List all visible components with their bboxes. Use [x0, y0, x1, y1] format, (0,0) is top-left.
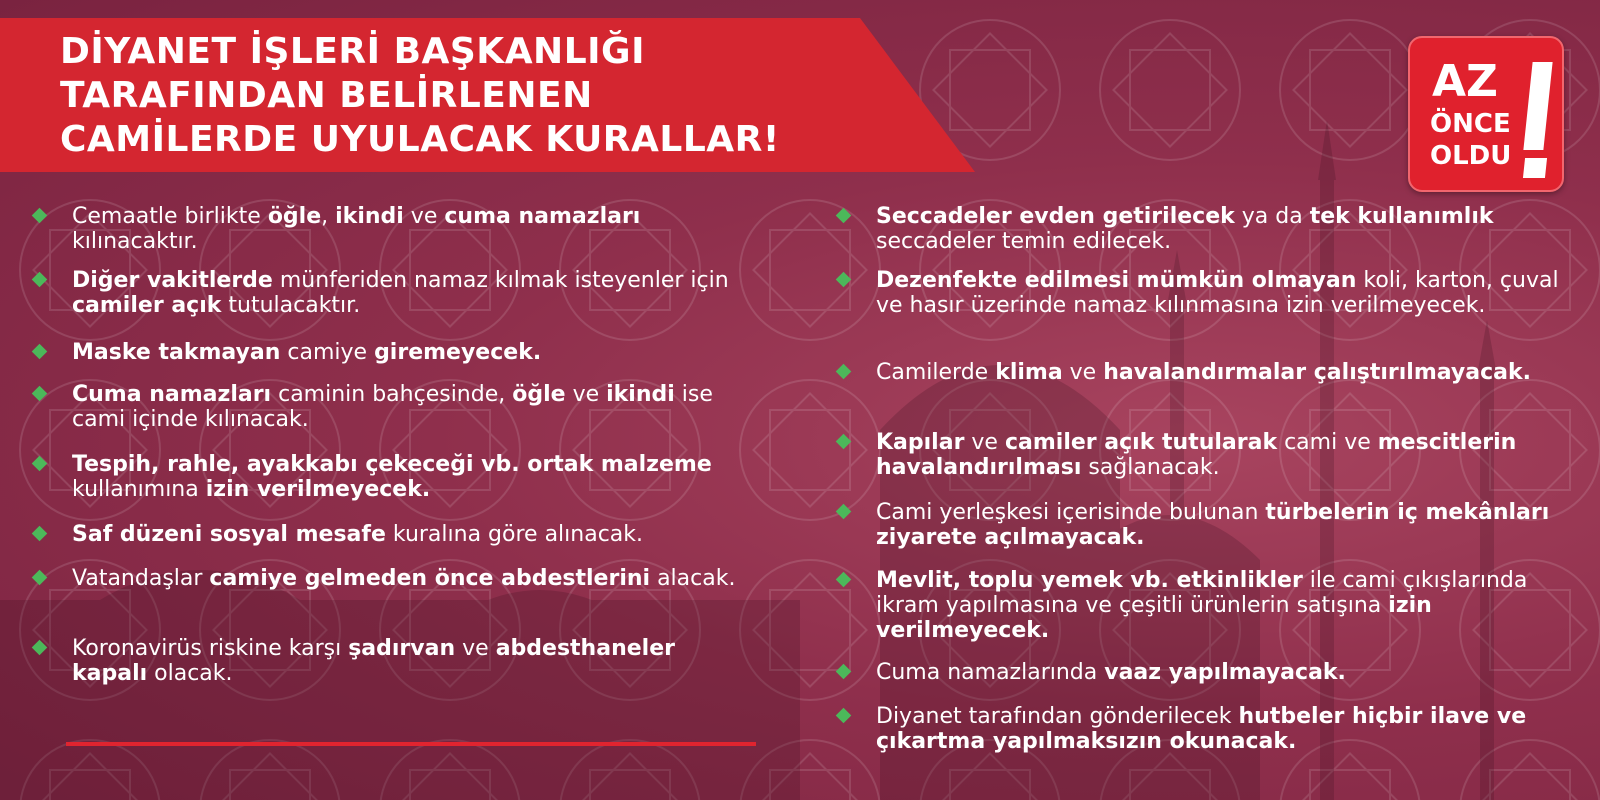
rule-text-bold: Diğer vakitlerde [72, 268, 273, 293]
exclamation-mark-icon [1523, 62, 1552, 150]
rule-text-bold: izin verilmeyecek. [876, 593, 1432, 643]
rule-text-bold: camiler açık tutularak [1004, 430, 1278, 455]
rule-text-normal: koli, karton, çuval ve hasır üzerinde namaz kılınmasına izin verilmeyecek. [876, 268, 1559, 318]
rule-text-bold: Seccadeler evden getirilecek [876, 204, 1235, 229]
rule-text-normal: ve [455, 636, 496, 661]
rule-text-normal: ve [964, 430, 1005, 455]
rule-item [34, 452, 754, 502]
rule-text-normal: alacak. [650, 566, 736, 591]
green-diamond-bullet-icon [836, 504, 852, 520]
rule-text-bold: Kapılar [876, 430, 965, 455]
rule-item [34, 268, 754, 318]
rule-item [34, 382, 754, 432]
rule-text-normal: ve [565, 382, 607, 407]
green-diamond-bullet-icon [32, 344, 48, 360]
green-diamond-bullet-icon [836, 272, 852, 288]
rule-text-bold: ikindi [335, 204, 404, 229]
rule-text-bold: giremeyecek. [374, 340, 542, 365]
rule-text-normal: Diyanet tarafından gönderilecek [876, 704, 1239, 729]
rule-text [876, 568, 1578, 643]
green-diamond-bullet-icon [32, 570, 48, 586]
rule-text-normal: caminin bahçesinde, [271, 382, 513, 407]
rule-text-bold: öğle [267, 204, 322, 229]
rule-text-bold: Cuma namazları [72, 382, 272, 407]
logo-line-3: OLDU [1430, 141, 1512, 171]
rule-text-bold: hutbeler hiçbir ilave ve çıkartma yapılmaksızın okunacak. [876, 704, 1527, 754]
rule-text [72, 382, 754, 432]
green-diamond-bullet-icon [32, 456, 48, 472]
rule-text [72, 340, 754, 365]
rule-text-bold: Mevlit, toplu yemek vb. etkinlikler [876, 568, 1303, 593]
rule-text [72, 268, 754, 318]
rule-text [876, 500, 1578, 550]
rule-text-normal: ya da [1234, 204, 1310, 229]
rule-text-bold: Saf düzeni sosyal mesafe [72, 522, 386, 547]
rule-text-normal: sağlanacak. [1081, 455, 1220, 480]
rule-text-normal: münferiden namaz kılmak isteyenler için [272, 268, 729, 293]
rule-text [876, 268, 1578, 318]
rule-text-bold: havalandırmalar çalıştırılmayacak. [1103, 360, 1531, 385]
green-diamond-bullet-icon [32, 386, 48, 402]
green-diamond-bullet-icon [836, 208, 852, 224]
rule-text-normal: , [321, 204, 336, 229]
rule-text-normal: Cemaatle birlikte [72, 204, 268, 229]
rule-text-bold: mescitlerin havalandırılması [876, 430, 1517, 480]
rule-text [72, 452, 754, 502]
rule-text-normal: kuralına göre alınacak. [385, 522, 644, 547]
rule-text-normal: Koronavirüs riskine karşı [72, 636, 349, 661]
rule-text-bold: camiye gelmeden önce abdestlerini [209, 566, 651, 591]
rule-text-normal: ve [1062, 360, 1104, 385]
rule-item [34, 566, 754, 591]
rule-text-normal: kullanımına [72, 477, 206, 502]
rule-text-bold: abdesthaneler kapalı [72, 636, 675, 686]
rule-text-normal: ve [403, 204, 445, 229]
rule-text-bold: ikindi [606, 382, 675, 407]
rule-item [838, 268, 1578, 318]
rule-text-bold: şadırvan [348, 636, 456, 661]
rule-text [72, 566, 754, 591]
rule-item [34, 522, 754, 547]
rule-text-bold: Maske takmayan [72, 340, 281, 365]
rule-item [838, 660, 1578, 685]
rule-text-normal: seccadeler temin edilecek. [876, 229, 1172, 254]
rule-text-bold: öğle [512, 382, 566, 407]
rule-text-normal: Camilerde [876, 360, 996, 385]
rule-text [876, 360, 1578, 385]
logo-line-1: AZ [1432, 56, 1498, 107]
rule-text-bold: cuma namazları [444, 204, 641, 229]
rule-text-bold: klima [995, 360, 1063, 385]
rule-text-normal: tutulacaktır. [221, 293, 361, 318]
rule-text-bold: vaaz yapılmayacak. [1104, 660, 1346, 685]
green-diamond-bullet-icon [32, 208, 48, 224]
rule-item [34, 204, 754, 254]
green-diamond-bullet-icon [836, 434, 852, 450]
rule-item [838, 568, 1578, 643]
divider-line [66, 742, 756, 746]
page-title: DİYANET İŞLERİ BAŞKANLIĞI TARAFINDAN BELİRLENEN CAMİLERDE UYULACAK KURALLAR! [60, 31, 780, 160]
green-diamond-bullet-icon [32, 640, 48, 656]
green-diamond-bullet-icon [32, 272, 48, 288]
rule-text-normal: ile cami çıkışlarında ikram yapılmasına ve çeşitli ürünlerin satışına [876, 568, 1528, 618]
rule-item [838, 430, 1578, 480]
rule-text [876, 704, 1578, 754]
rule-text-bold: tek kullanımlık [1309, 204, 1494, 229]
rule-text-bold: Tespih, rahle, ayakkabı çekeceği vb. ortak malzeme [72, 452, 712, 477]
rule-item [838, 360, 1578, 385]
exclamation-dot-icon [1523, 158, 1547, 178]
rule-item [34, 340, 754, 365]
rule-text [72, 522, 754, 547]
rule-text-normal: Cami yerleşkesi içerisinde bulunan [876, 500, 1266, 525]
rule-text-normal: ise cami içinde kılınacak. [72, 382, 713, 432]
rule-text [72, 636, 754, 686]
rule-text-bold: türbelerin iç mekânları ziyarete açılmayacak. [876, 500, 1550, 550]
rule-text [876, 204, 1578, 254]
rule-text-normal: Vatandaşlar [72, 566, 210, 591]
rule-item [838, 204, 1578, 254]
az-once-oldu-logo [1408, 36, 1564, 192]
rule-text-normal: camiye [280, 340, 375, 365]
rule-text [876, 660, 1578, 685]
green-diamond-bullet-icon [836, 664, 852, 680]
rule-text [876, 430, 1578, 480]
rule-text-bold: izin verilmeyecek. [205, 477, 431, 502]
rule-text-normal: cami ve [1277, 430, 1378, 455]
rule-text [72, 204, 754, 254]
rule-text-bold: Dezenfekte edilmesi mümkün olmayan [876, 268, 1357, 293]
green-diamond-bullet-icon [32, 526, 48, 542]
green-diamond-bullet-icon [836, 708, 852, 724]
rule-text-normal: kılınacaktır. [72, 229, 198, 254]
green-diamond-bullet-icon [836, 364, 852, 380]
rule-item [838, 500, 1578, 550]
rule-text-normal: olacak. [147, 661, 233, 686]
logo-line-2: ÖNCE [1430, 109, 1511, 139]
rule-item [838, 704, 1578, 754]
green-diamond-bullet-icon [836, 572, 852, 588]
rule-text-bold: camiler açık [72, 293, 222, 318]
rule-text-normal: Cuma namazlarında [876, 660, 1105, 685]
rule-item [34, 636, 754, 686]
